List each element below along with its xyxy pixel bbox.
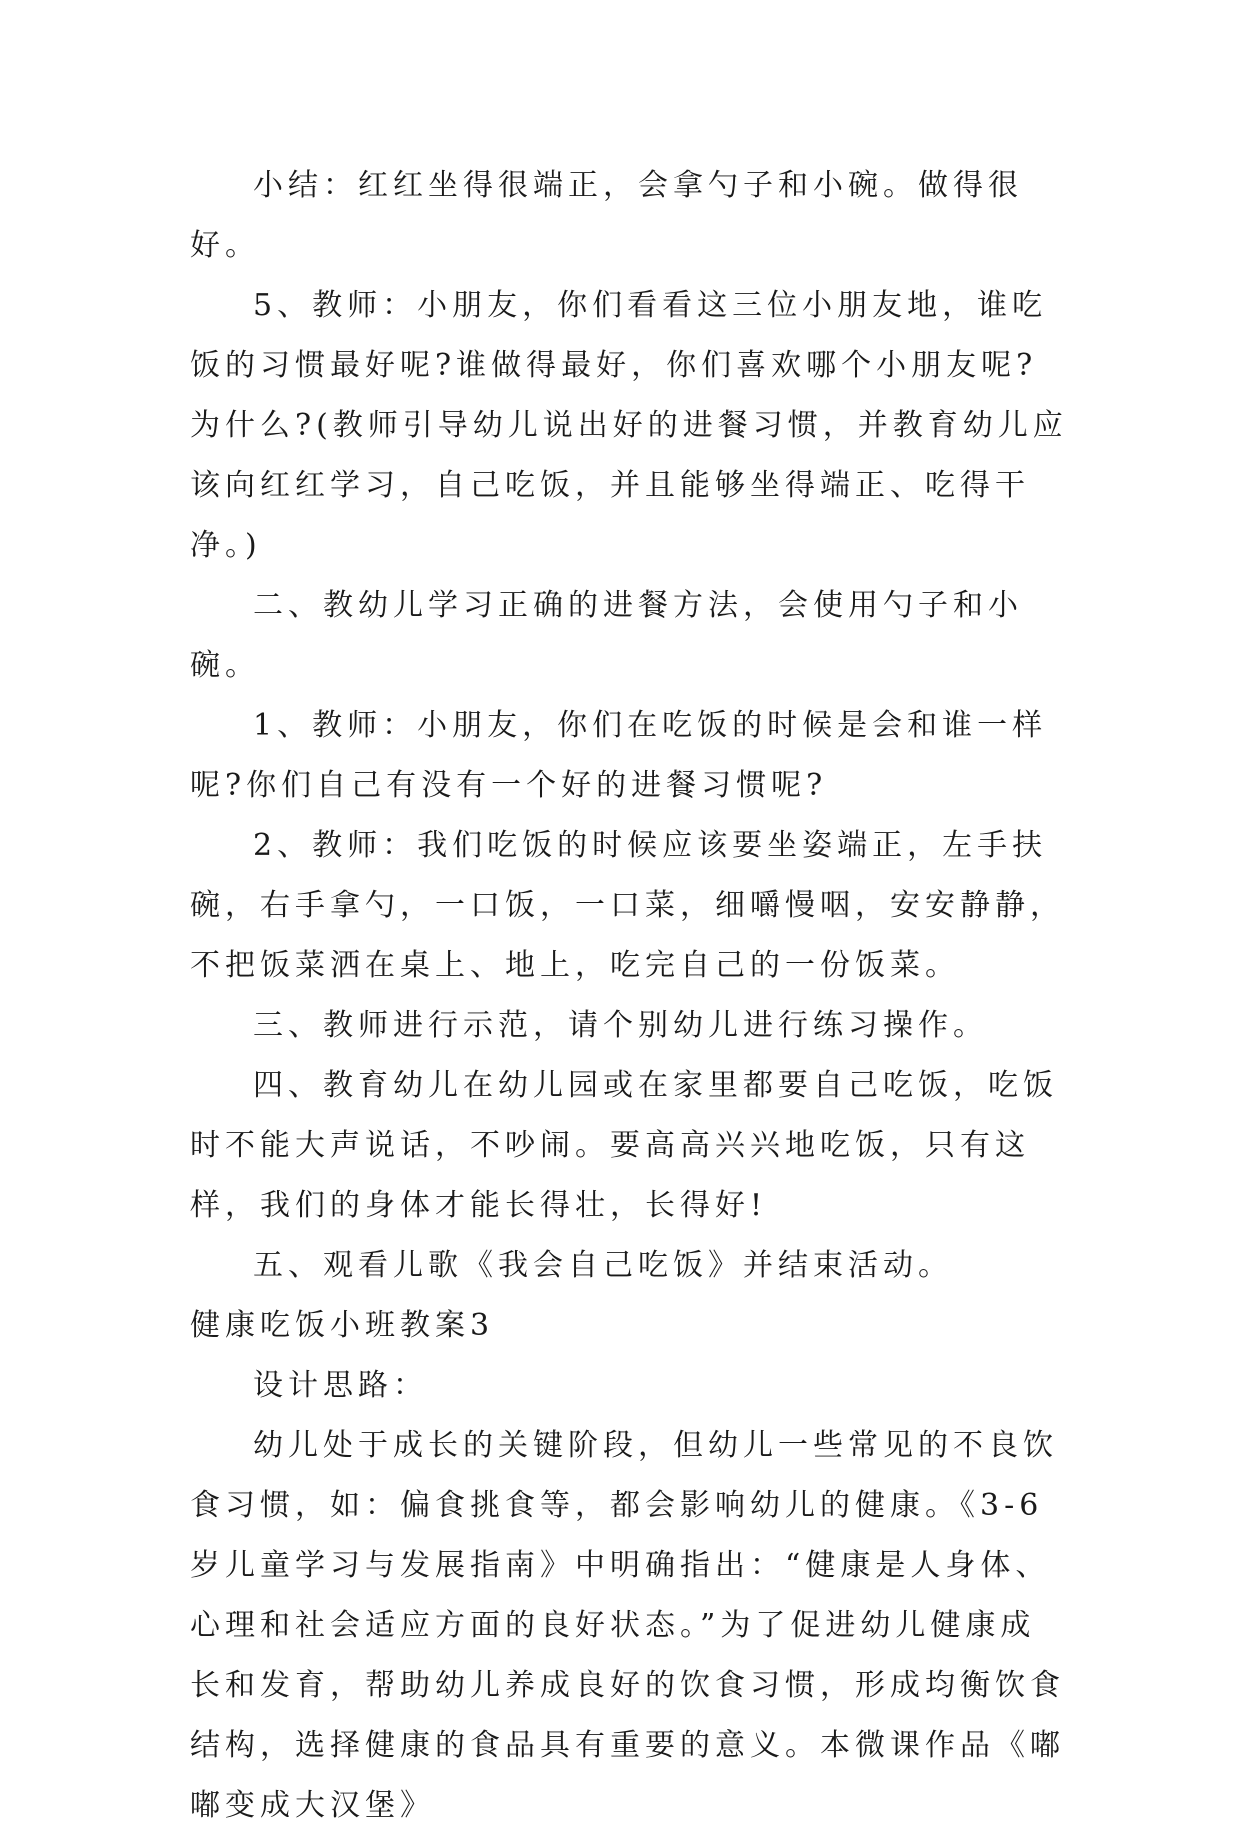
paragraph-step-2: 2、教师：我们吃饭的时候应该要坐姿端正，左手扶碗，右手拿勺，一口饭，一口菜，细嚼慢咽，安安静静，不把饭菜洒在桌上、地上，吃完自己的一份饭菜。	[190, 828, 1065, 983]
paragraph-section-2: 二、教幼儿学习正确的进餐方法，会使用勺子和小碗。	[190, 588, 1023, 683]
paragraph-design-label: 设计思路：	[253, 1368, 428, 1403]
paragraph-section-5: 五、观看儿歌《我会自己吃饭》并结束活动。	[253, 1248, 953, 1283]
paragraph-design-body: 幼儿处于成长的关键阶段，但幼儿一些常见的不良饮食习惯，如：偏食挑食等，都会影响幼儿的健康。《3-6岁儿童学习与发展指南》中明确指出：“健康是人身体、心理和社会适应方面的良好状态。”为了促进幼儿健康成长和发育，帮助幼儿养成良好的饮食习惯，形成均衡饮食结构，选择健康的食品具有重要的意义。本微课作品《嘟嘟变成大汉堡》	[190, 1428, 1065, 1823]
paragraph-step-5: 5、教师：小朋友，你们看看这三位小朋友地，谁吃饭的习惯最好呢?谁做得最好，你们喜欢哪个小朋友呢?为什么?(教师引导幼儿说出好的进餐习惯，并教育幼儿应该向红红学习，自己吃饭，并且能够坐得端正、吃得干净。)	[190, 288, 1068, 563]
paragraph-step-1: 1、教师：小朋友，你们在吃饭的时候是会和谁一样呢?你们自己有没有一个好的进餐习惯呢?	[190, 708, 1048, 803]
section-heading: 健康吃饭小班教案3	[190, 1308, 495, 1343]
document-body	[190, 156, 1070, 1836]
paragraph-section-4: 四、教育幼儿在幼儿园或在家里都要自己吃饭，吃饭时不能大声说话，不吵闹。要高高兴兴地吃饭，只有这样，我们的身体才能长得壮，长得好!	[190, 1068, 1058, 1223]
paragraph-summary: 小结：红红坐得很端正，会拿勺子和小碗。做得很好。	[190, 168, 1023, 263]
paragraph-section-3: 三、教师进行示范，请个别幼儿进行练习操作。	[253, 1008, 988, 1043]
